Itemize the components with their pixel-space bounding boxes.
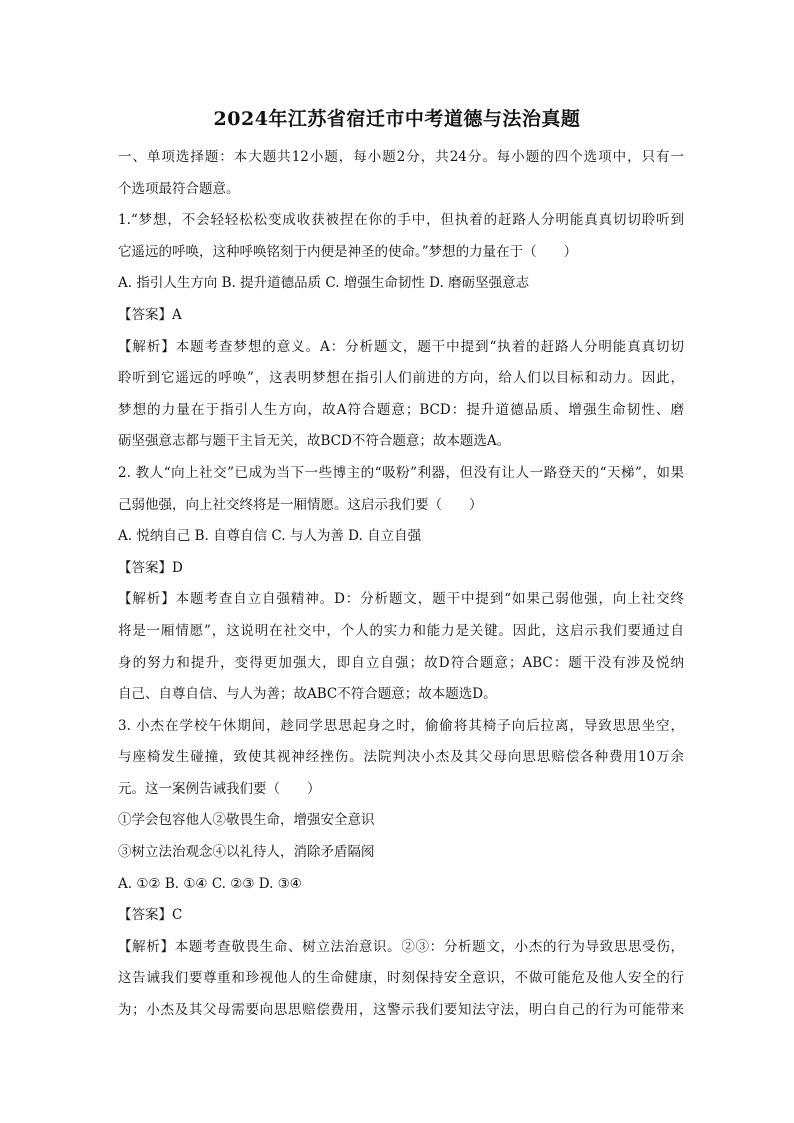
- question-2-stem-line-1: 2. 教人“向上社交”已成为当下一些博主的“吸粉”利器，但没有让人一路登天的“天梯”，如果: [118, 464, 684, 481]
- section-heading-line-2: 个选项最符合题意。: [118, 180, 240, 197]
- question-3-statement-line-2: ③树立法治观念④以礼待人，消除矛盾隔阂: [118, 844, 375, 861]
- question-1-options: A. 指引人生方向 B. 提升道德品质 C. 增强生命韧性 D. 磨砺坚强意志: [118, 275, 530, 292]
- question-3-analysis-line-2: 这告诫我们要尊重和珍视他人的生命健康，时刻保持安全意识，不做可能危及他人安全的行: [118, 970, 684, 987]
- question-1-analysis-line-1: 【解析】本题考查梦想的意义。A：分析题文，题干中提到“执着的赶路人分明能真真切切: [118, 338, 684, 355]
- question-1-analysis-line-4: 砺坚强意志都与题干主旨无关，故BCD不符合题意；故本题选A。: [118, 433, 511, 450]
- question-2-analysis-line-3: 身的努力和提升，变得更加强大，即自立自强；故D符合题意；ABC：题干没有涉及悦纳: [118, 654, 684, 671]
- question-1-answer: 【答案】A: [118, 306, 182, 323]
- question-2-analysis-line-1: 【解析】本题考查自立自强精神。D：分析题文，题干中提到“如果己弱他强，向上社交终: [118, 591, 684, 608]
- question-3-options: A. ①② B. ①④ C. ②③ D. ③④: [118, 875, 302, 892]
- question-3-answer: 【答案】C: [118, 907, 183, 924]
- document-body: [118, 142, 684, 1027]
- question-2-stem-line-2: 己弱他强，向上社交终将是一厢情愿。这启示我们要（ ）: [118, 496, 483, 513]
- question-1-stem-line-2: 它遥远的呼唤，这种呼唤铭刻于内便是神圣的使命。”梦想的力量在于（ ）: [118, 243, 578, 260]
- question-3-stem-line-1: 3. 小杰在学校午休期间，趁同学思思起身之时，偷偷将其椅子向后拉离，导致思思坐空，: [118, 717, 684, 734]
- question-2-answer: 【答案】D: [118, 559, 183, 576]
- question-1-analysis-line-2: 聆听到它遥远的呼唤”，这表明梦想在指引人们前进的方向，给人们以目标和动力。因此，: [118, 370, 684, 387]
- page-title: 2024年江苏省宿迁市中考道德与法治真题: [213, 108, 581, 130]
- question-1-stem-line-1: 1.“梦想，不会轻轻松松变成收获被捏在你的手中，但执着的赶路人分明能真真切切聆听到: [118, 212, 684, 229]
- question-1-analysis-line-3: 梦想的力量在于指引人生方向，故A符合题意；BCD：提升道德品质、增强生命韧性、磨: [118, 401, 684, 418]
- question-2-analysis-line-2: 将是一厢情愿”，这说明在社交中，个人的实力和能力是关键。因此，这启示我们要通过自: [118, 622, 684, 639]
- question-3-analysis-line-1: 【解析】本题考查敬畏生命、树立法治意识。②③：分析题文，小杰的行为导致思思受伤，: [118, 938, 684, 955]
- question-3-stem-line-3: 元。这一案例告诫我们要（ ）: [118, 780, 321, 797]
- section-heading-line-1: 一、单项选择题：本大题共12小题，每小题2分，共24分。每小题的四个选项中，只有一: [118, 149, 684, 165]
- question-2-options: A. 悦纳自己 B. 自尊自信 C. 与人为善 D. 自立自强: [118, 528, 422, 545]
- question-3-statement-line-1: ①学会包容他人②敬畏生命，增强安全意识: [118, 812, 375, 829]
- question-3-stem-line-2: 与座椅发生碰撞，致使其视神经挫伤。法院判决小杰及其父母向思思赔偿各种费用10万余: [118, 749, 684, 766]
- question-3-analysis-line-3: 为；小杰及其父母需要向思思赔偿费用，这警示我们要知法守法，明白自己的行为可能带来: [118, 1002, 684, 1019]
- question-2-analysis-line-4: 自己、自尊自信、与人为善；故ABC不符合题意；故本题选D。: [118, 686, 497, 703]
